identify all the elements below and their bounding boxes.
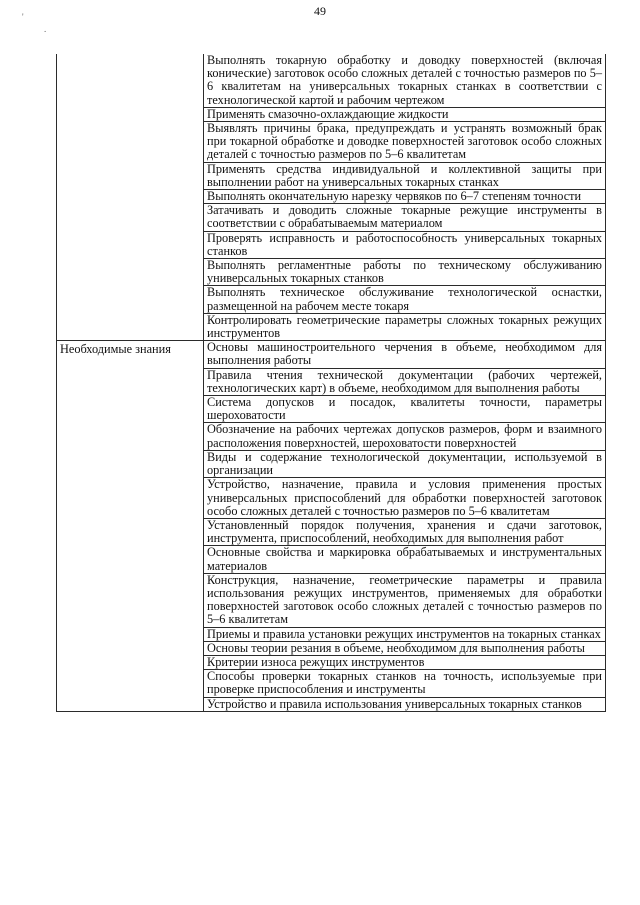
requirement-item: Проверять исправность и работоспособность универсальных токарных станков xyxy=(204,231,606,258)
requirements-table-body xyxy=(57,54,606,711)
requirement-item: Основы машиностроительного черчения в объеме, необходимом для выполнения работы xyxy=(204,341,606,368)
requirement-item: Способы проверки токарных станков на точность, используемые при проверке приспособления и инструменты xyxy=(204,670,606,697)
requirement-item: Выявлять причины брака, предупреждать и устранять возможный брак при токарной обработке и доводке поверхностей заготовок особо сложных деталей с точностью размеров по 5–6 квалитетам xyxy=(204,122,606,163)
requirement-item: Затачивать и доводить сложные токарные режущие инструменты в соответствии с обрабатываемым материалом xyxy=(204,204,606,231)
requirement-item: Критерии износа режущих инструментов xyxy=(204,655,606,669)
requirement-item: Применять смазочно-охлаждающие жидкости xyxy=(204,107,606,121)
requirement-item: Устройство, назначение, правила и условия применения простых универсальных приспособлений для обработки поверхностей заготовок особо сложных деталей с точностью размеров по 5–6 квалитетам xyxy=(204,478,606,519)
section-label: Необходимые знания xyxy=(57,341,204,711)
requirements-table xyxy=(56,54,606,712)
requirement-item: Виды и содержание технологической документации, используемой в организации xyxy=(204,450,606,477)
requirement-item: Основные свойства и маркировка обрабатываемых и инструментальных материалов xyxy=(204,546,606,573)
scan-mark: ' xyxy=(22,12,24,22)
requirement-item: Система допусков и посадок, квалитеты точности, параметры шероховатости xyxy=(204,396,606,423)
requirement-item: Установленный порядок получения, хранения и сдачи заготовок, инструмента, приспособлений, необходимых для выполнения работ xyxy=(204,518,606,545)
requirement-item: Приемы и правила установки режущих инструментов на токарных станках xyxy=(204,627,606,641)
requirement-item: Выполнять токарную обработку и доводку поверхностей (включая конические) заготовок особо сложных деталей с точностью размеров по 5–6 квалитетам на универсальных токарных станках в соответствии с технологической картой и рабочим чертежом xyxy=(204,54,606,107)
requirement-item: Основы теории резания в объеме, необходимом для выполнения работы xyxy=(204,641,606,655)
section-label xyxy=(57,54,204,341)
requirement-item: Выполнять техническое обслуживание технологической оснастки, размещенной на рабочем месте токаря xyxy=(204,286,606,313)
requirement-item: Устройство и правила использования универсальных токарных станков xyxy=(204,697,606,711)
requirement-item: Выполнять окончательную нарезку червяков по 6–7 степеням точности xyxy=(204,190,606,204)
requirement-item: Контролировать геометрические параметры сложных токарных режущих инструментов xyxy=(204,313,606,340)
page-number: 49 xyxy=(314,4,326,18)
requirement-item: Правила чтения технической документации (рабочих чертежей, технологических карт) в объеме, необходимом для выполнения работы xyxy=(204,368,606,395)
table-row xyxy=(57,341,606,368)
requirement-item: Применять средства индивидуальной и коллективной защиты при выполнении работ на универсальных токарных станках xyxy=(204,162,606,189)
scan-mark: . xyxy=(44,24,47,34)
requirement-item: Обозначение на рабочих чертежах допусков размеров, форм и взаимного расположения поверхностей, шероховатости поверхностей xyxy=(204,423,606,450)
requirement-item: Выполнять регламентные работы по техническому обслуживанию универсальных токарных станков xyxy=(204,259,606,286)
requirement-item: Конструкция, назначение, геометрические параметры и правила использования режущих инструментов, применяемых для обработки поверхностей заготовок особо сложных деталей с точностью размеров по 5–6 квалитетам xyxy=(204,573,606,627)
table-row xyxy=(57,54,606,107)
